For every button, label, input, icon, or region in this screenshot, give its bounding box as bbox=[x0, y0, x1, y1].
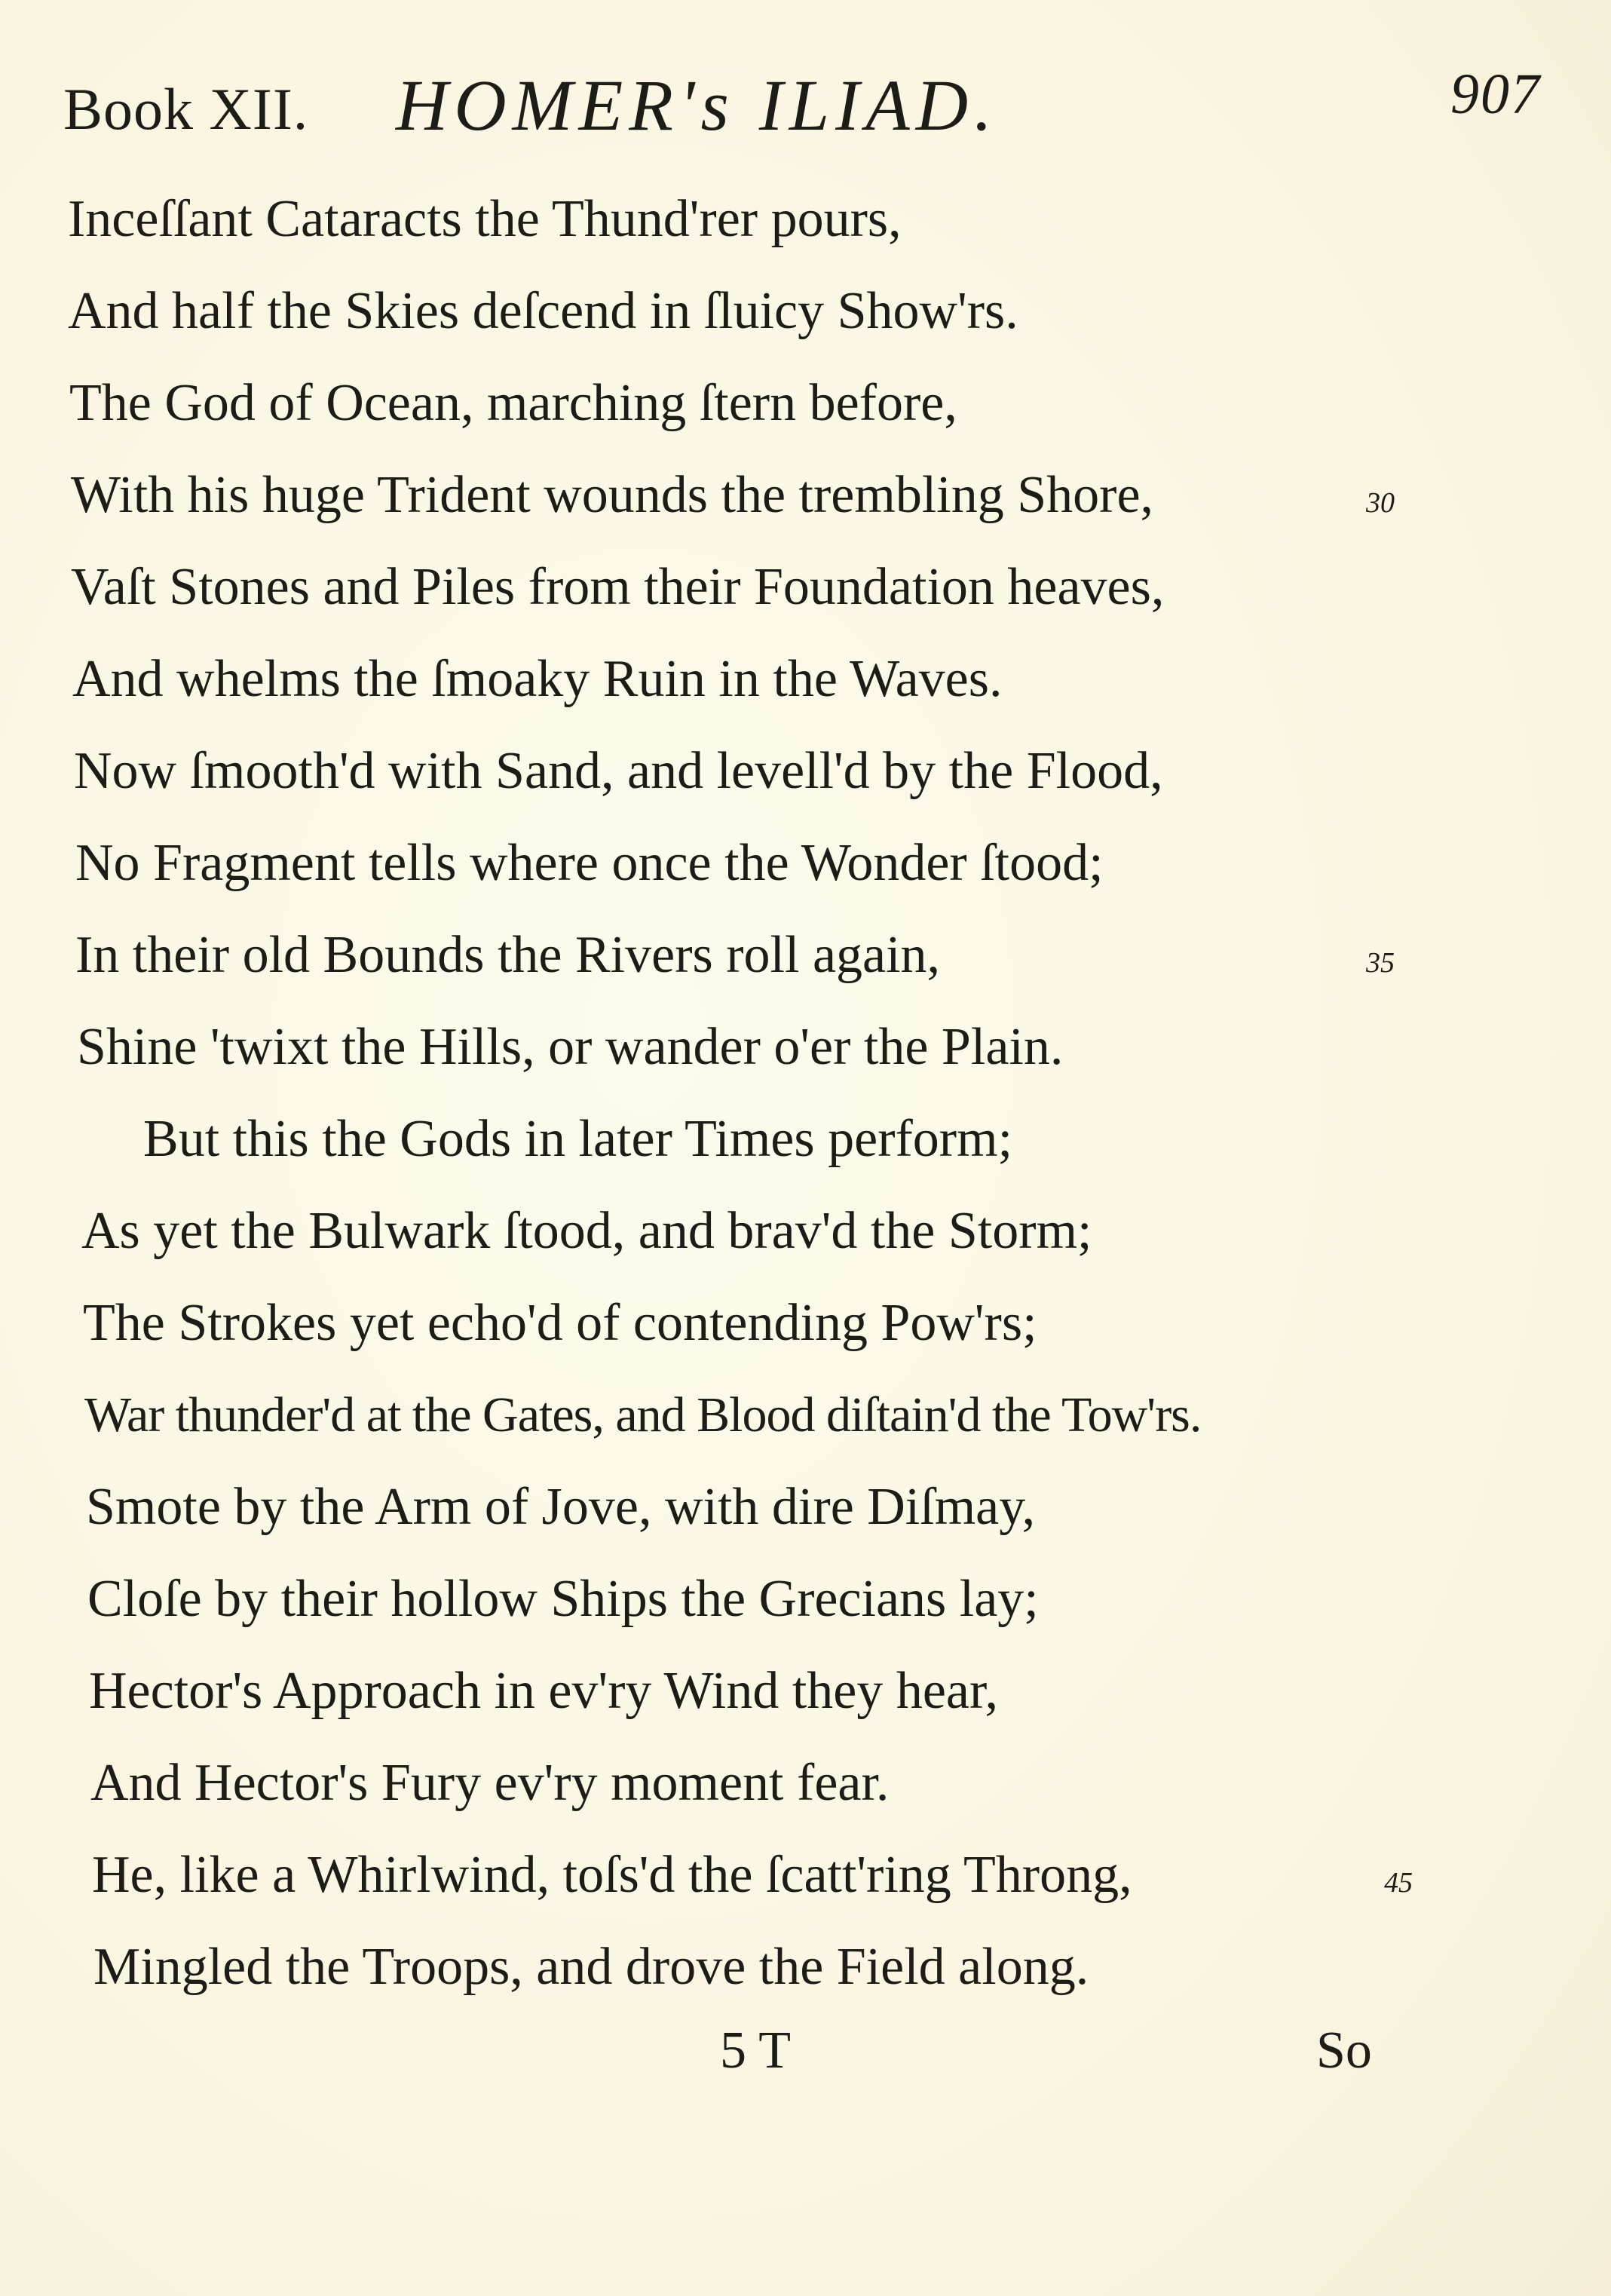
verse-line bbox=[0, 1369, 1611, 1461]
verse-line bbox=[0, 909, 1611, 1001]
verse-line bbox=[0, 449, 1611, 541]
line-number: 35 bbox=[1366, 947, 1395, 979]
catchline bbox=[0, 2021, 1611, 2096]
verse-text: And half the Skies deſcend in ſluicy Show'rs. bbox=[68, 282, 1018, 340]
verse-text: In their old Bounds the Rivers roll again, bbox=[75, 926, 941, 984]
verse-line bbox=[0, 817, 1611, 909]
verse-text: Vaſt Stones and Piles from their Foundation heaves, bbox=[71, 558, 1165, 616]
verse-line bbox=[0, 1461, 1611, 1553]
verse-text: Mingled the Troops, and drove the Field along. bbox=[93, 1938, 1089, 1996]
verse-line bbox=[0, 1829, 1611, 1921]
verse-text: And whelms the ſmoaky Ruin in the Waves. bbox=[72, 650, 1003, 708]
verse-line bbox=[0, 173, 1611, 265]
verse-line bbox=[0, 357, 1611, 449]
verse-line bbox=[0, 1185, 1611, 1277]
verse-line bbox=[0, 1277, 1611, 1369]
verse-line bbox=[0, 1737, 1611, 1829]
verse-text: He, like a Whirlwind, toſs'd the ſcatt'ring Throng, bbox=[92, 1846, 1132, 1904]
verse-text: But this the Gods in later Times perform; bbox=[143, 1110, 1013, 1168]
line-number: 30 bbox=[1366, 487, 1395, 519]
verse-block bbox=[0, 173, 1611, 2013]
verse-line bbox=[0, 1001, 1611, 1093]
running-title: HOMER's ILIAD. bbox=[396, 65, 999, 146]
verse-text: Smote by the Arm of Jove, with dire Diſmay, bbox=[86, 1478, 1036, 1536]
verse-text: The God of Ocean, marching ſtern before, bbox=[69, 374, 957, 432]
verse-line bbox=[0, 1553, 1611, 1645]
verse-line bbox=[0, 633, 1611, 725]
verse-text: The Strokes yet echo'd of contending Pow'rs; bbox=[83, 1294, 1037, 1352]
book-label: Book XII. bbox=[63, 76, 309, 142]
verse-text: War thunder'd at the Gates, and Blood diſtain'd the Tow'rs. bbox=[84, 1387, 1202, 1442]
page-number: 907 bbox=[1450, 63, 1541, 126]
verse-text: Shine 'twixt the Hills, or wander o'er the Plain. bbox=[77, 1018, 1064, 1076]
verse-text: Hector's Approach in ev'ry Wind they hear, bbox=[89, 1662, 998, 1720]
catchword: So bbox=[1316, 2022, 1372, 2080]
verse-text: No Fragment tells where once the Wonder ſtood; bbox=[75, 834, 1104, 892]
running-header bbox=[0, 53, 1611, 158]
verse-text: As yet the Bulwark ſtood, and brav'd the Storm; bbox=[81, 1202, 1092, 1260]
signature-mark: 5 T bbox=[720, 2022, 791, 2080]
verse-line bbox=[0, 725, 1611, 817]
verse-text: And Hector's Fury ev'ry moment fear. bbox=[90, 1754, 890, 1812]
verse-text: Inceſſant Cataracts the Thund'rer pours, bbox=[68, 190, 902, 248]
verse-text: Now ſmooth'd with Sand, and levell'd by the Flood, bbox=[74, 742, 1163, 800]
verse-line bbox=[0, 541, 1611, 633]
line-number: 45 bbox=[1384, 1867, 1413, 1899]
verse-text: Cloſe by their hollow Ships the Grecians lay; bbox=[87, 1570, 1039, 1628]
verse-line bbox=[0, 1093, 1611, 1185]
verse-line bbox=[0, 265, 1611, 357]
verse-line bbox=[0, 1645, 1611, 1737]
verse-text: With his huge Trident wounds the trembling Shore, bbox=[71, 466, 1154, 524]
verse-line bbox=[0, 1921, 1611, 2013]
